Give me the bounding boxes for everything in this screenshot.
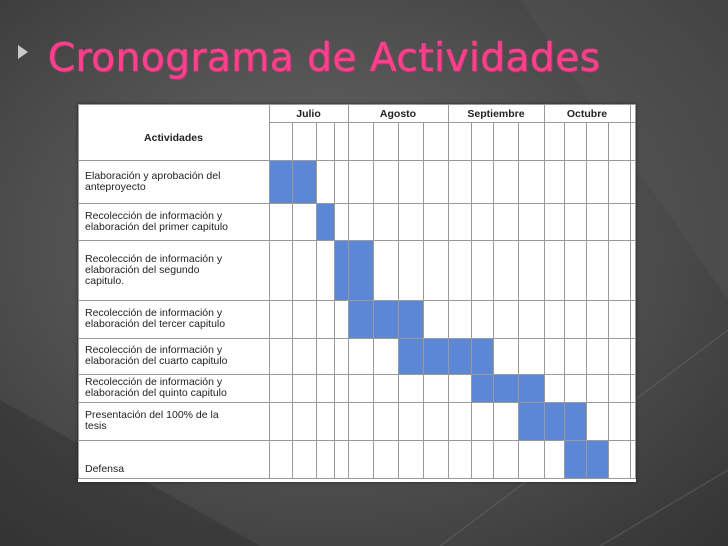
month-header: Julio [296,108,321,120]
gantt-cell-filled [398,338,423,374]
activity-label: Recolección de información y elaboración del cuarto capitulo [85,344,228,367]
month-header: Octubre [566,108,608,120]
gantt-cell-filled [544,402,564,440]
activities-header: Actividades [144,132,203,144]
gantt-cell-filled [373,300,398,338]
gantt-cell-filled [586,440,608,478]
gantt-cell-filled [316,203,334,240]
gantt-cell-filled [423,338,448,374]
slide-title: Cronograma de Actividades [48,36,601,81]
activity-label: Recolección de información y elaboración del quinto capitulo [85,376,227,399]
gantt-cell-filled [471,338,493,374]
bullet-chevron-icon [18,45,28,59]
month-header: Agosto [379,108,417,120]
gantt-cell-filled [334,240,348,300]
gantt-cell-filled [348,240,373,300]
gantt-cell-filled [269,160,292,203]
gantt-cell-filled [398,300,423,338]
activity-label: Recolección de información y elaboración del primer capitulo [85,209,228,233]
gantt-cell-filled [493,374,518,402]
gantt-cell-filled [518,374,544,402]
gantt-cell-filled [564,440,586,478]
month-header: Septiembre [467,108,525,120]
gantt-cell-filled [518,402,544,440]
activity-label: Elaboración y aprobación del anteproyecto [85,169,221,193]
activity-label: Presentación del 100% de la tesis [85,409,219,432]
gantt-cell-filled [448,338,471,374]
activity-label: Recolección de información y elaboración del tercer capitulo [85,307,226,330]
gantt-cell-filled [292,160,316,203]
schedule-table [78,104,636,482]
activity-label: Defensa [85,463,125,475]
gantt-cell-filled [471,374,493,402]
gantt-cell-filled [564,402,586,440]
activity-label: Recolección de información y elaboración del segundo capitulo. [85,252,223,287]
gantt-cell-filled [348,300,373,338]
